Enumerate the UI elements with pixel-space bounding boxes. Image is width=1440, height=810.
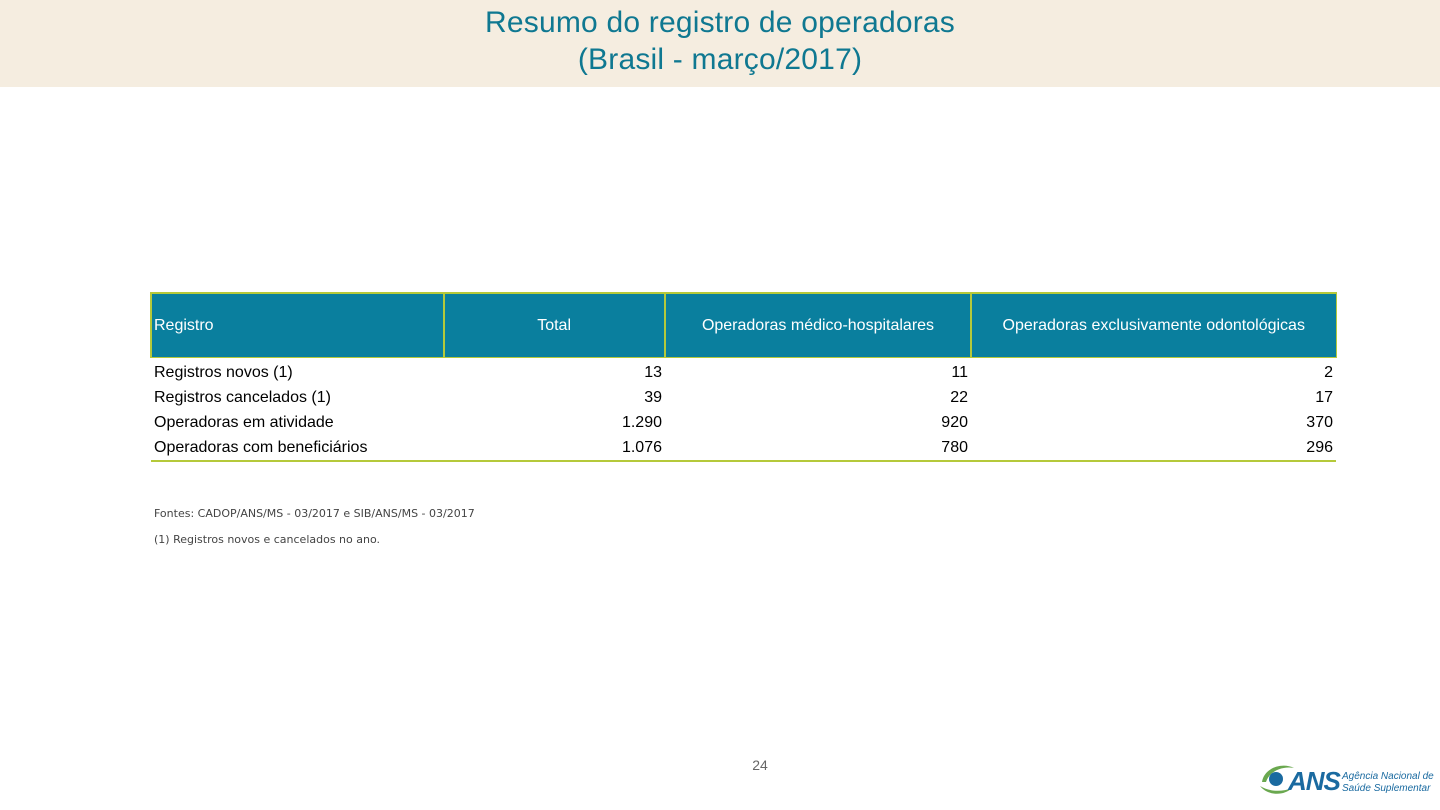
logo-subtitle-line2: Saúde Suplementar <box>1342 783 1431 794</box>
row-label: Registros novos (1) <box>154 363 293 381</box>
logo-subtitle-line1: Agência Nacional de <box>1342 771 1434 782</box>
cell-odontologicas: 296 <box>971 435 1336 461</box>
table-row <box>151 358 1336 386</box>
column-header-odontologicas: Operadoras exclusivamente odontológicas <box>971 293 1336 358</box>
page-title-line1: Resumo do registro de operadoras <box>485 6 955 39</box>
cell-medico-hospitalares: 920 <box>941 413 968 431</box>
table-header-row <box>151 293 1336 358</box>
page-number: 24 <box>752 757 768 773</box>
logo-text: ANS <box>1288 766 1340 796</box>
row-label: Operadoras em atividade <box>154 413 334 431</box>
cell-total: 1.076 <box>444 435 665 461</box>
column-header-registro: Registro <box>151 293 444 358</box>
page-title <box>0 4 1440 78</box>
table-row <box>151 385 1336 410</box>
source-note: Fontes: CADOP/ANS/MS - 03/2017 e SIB/ANS/MS - 03/2017 <box>154 507 475 520</box>
cell-odontologicas: 2 <box>1324 363 1333 381</box>
page-title-line2: (Brasil - março/2017) <box>577 43 863 76</box>
cell-odontologicas: 370 <box>1306 413 1333 431</box>
row-label: Registros cancelados (1) <box>154 388 331 406</box>
summary-table <box>150 292 1337 462</box>
ans-logo <box>1258 760 1434 798</box>
table-row <box>151 435 1336 461</box>
column-header-total: Total <box>444 293 665 358</box>
cell-total: 1.290 <box>621 413 662 431</box>
column-header-medico-hospitalares: Operadoras médico-hospitalares <box>665 293 971 358</box>
footnote: (1) Registros novos e cancelados no ano. <box>154 533 381 546</box>
cell-total: 13 <box>644 363 662 381</box>
row-label: Operadoras com beneficiários <box>151 435 444 461</box>
cell-total: 39 <box>644 388 662 406</box>
cell-medico-hospitalares: 22 <box>950 388 968 406</box>
ans-logo-mark <box>1258 760 1342 798</box>
cell-medico-hospitalares: 780 <box>665 435 971 461</box>
cell-medico-hospitalares: 11 <box>951 363 968 381</box>
cell-odontologicas: 17 <box>1315 388 1333 406</box>
table-row <box>151 410 1336 435</box>
